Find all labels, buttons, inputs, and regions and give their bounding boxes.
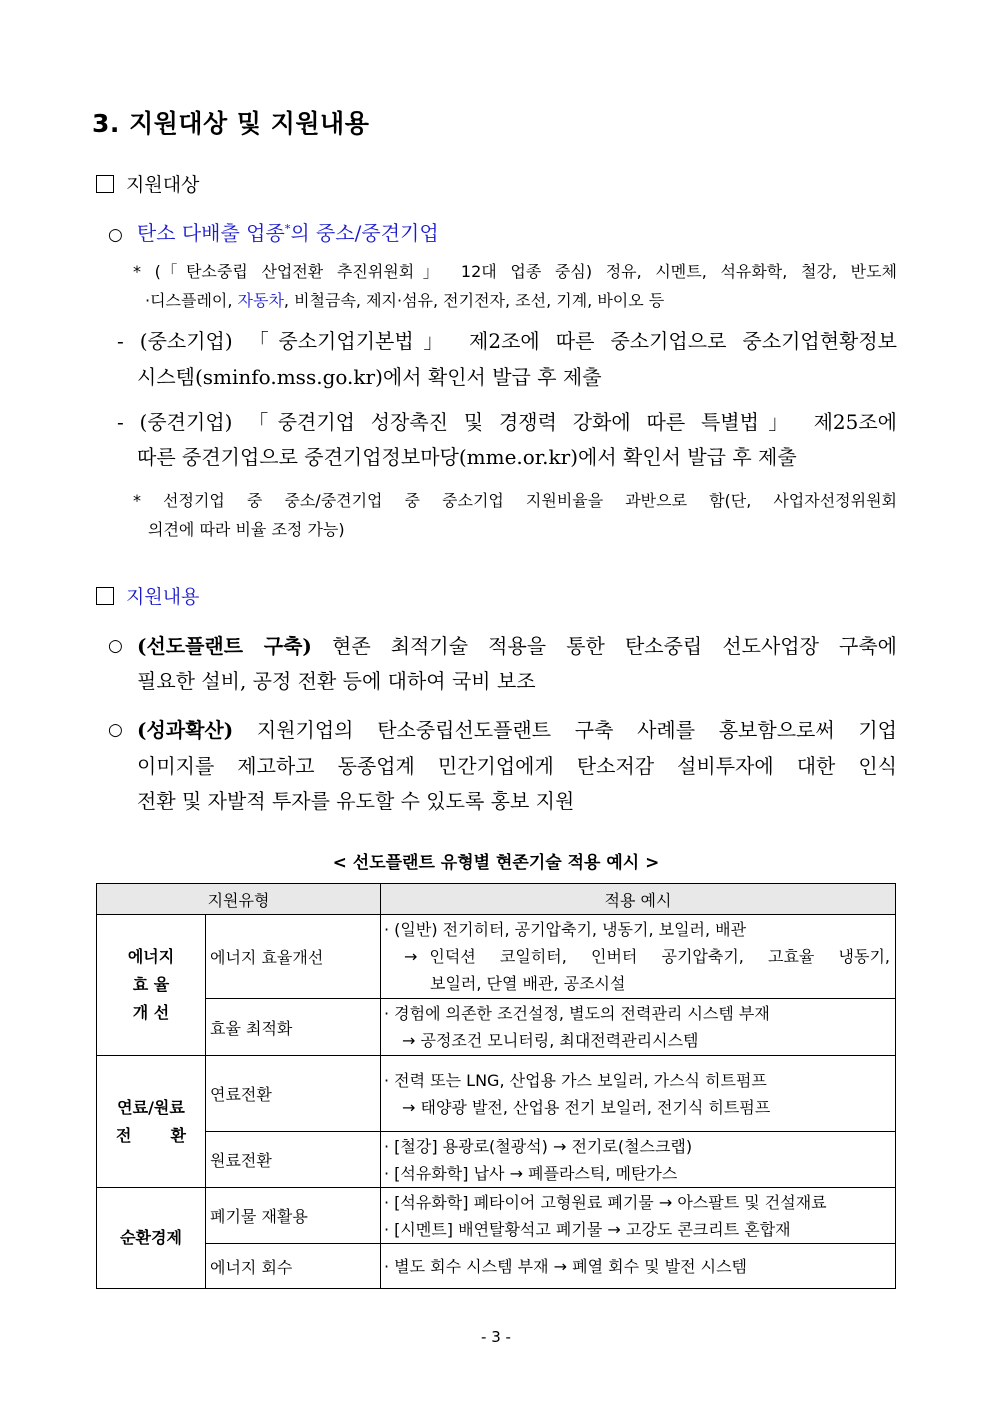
content-item2-rest: 지원기업의 탄소중립선도플랜트 구축 사례를 홍보함으로써 기업 <box>233 718 897 742</box>
header-examples: 적용 예시 <box>381 884 896 915</box>
content-item1-bullet <box>108 632 123 656</box>
target-item <box>108 217 439 246</box>
table-row <box>97 1244 896 1289</box>
category-energy <box>97 915 206 1056</box>
table-row <box>97 915 896 999</box>
content-item1 <box>137 630 897 659</box>
content-item2-line3: 전환 및 자발적 투자를 유도할 수 있도록 홍보 지원 <box>137 789 575 813</box>
content-item2-bold: (성과확산) <box>137 718 234 742</box>
category-fuel <box>97 1056 206 1188</box>
circle-bullet: ○ <box>108 225 123 245</box>
category-circular: 순환경제 <box>97 1188 206 1289</box>
content-heading-label: 지원내용 <box>126 586 200 608</box>
example-line: → 공정조건 모니터링, 최대전력관리시스템 <box>402 1031 699 1050</box>
target-item-text-b: 의 중소/중견기업 <box>290 221 439 245</box>
example-line: · [철강] 용광로(철광석) → 전기로(철스크랩) <box>384 1136 693 1156</box>
content-heading <box>96 582 199 609</box>
type-cell: 폐기물 재활용 <box>206 1188 381 1244</box>
content-item1-line1 <box>137 630 897 659</box>
note1-line2-c: , 비철금속, 제지·섬유, 전기전자, 조선, 기계, 바이오 등 <box>283 291 665 310</box>
type-cell: 원료전환 <box>206 1132 381 1188</box>
content-item2 <box>137 714 897 743</box>
midsize-paragraph <box>117 406 897 435</box>
checkbox-square-icon <box>96 175 114 193</box>
example-line: · [석유화학] 폐타이어 고형원료 폐기물 → 아스팔트 및 건설재료 <box>384 1192 827 1212</box>
type-cell: 효율 최적화 <box>206 999 381 1056</box>
example-cell <box>381 1056 896 1132</box>
circle-bullet: ○ <box>108 720 123 740</box>
content-item1-bold: (선도플랜트 구축) <box>137 634 312 658</box>
example-cell <box>381 1132 896 1188</box>
content-item2-line1 <box>137 714 897 743</box>
examples-table <box>96 883 896 1289</box>
category-line: 전 환 <box>116 1125 186 1145</box>
sme-line1: - (중소기업) 「중소기업기본법」 제2조에 따른 중소기업으로 중소기업현황정보 <box>117 329 897 353</box>
target-heading-label: 지원대상 <box>126 174 200 196</box>
example-line: · 전력 또는 LNG, 산업용 가스 보일러, 가스식 히트펌프 <box>384 1070 767 1090</box>
table-row <box>97 1132 896 1188</box>
category-line: 효 율 <box>132 975 170 994</box>
category-line: 연료/원료 <box>117 1097 185 1117</box>
type-cell: 에너지 회수 <box>206 1244 381 1289</box>
example-line: · [석유화학] 납사 → 폐플라스틱, 메탄가스 <box>384 1163 678 1183</box>
content-item2-line2-wrap <box>137 750 897 779</box>
example-line: · 경험에 의존한 조건설정, 별도의 전력관리 시스템 부재 <box>384 1004 770 1023</box>
category-line: 개 선 <box>132 1003 170 1022</box>
example-line: → 태양광 발전, 산업용 전기 보일러, 전기식 히트펌프 <box>402 1097 771 1117</box>
midsize-line1: - (중견기업) 「중견기업 성장촉진 및 경쟁력 강화에 따른 특별법」 제25조에 <box>117 410 897 434</box>
target-note1-line1: * (「탄소중립 산업전환 추진위원회」 12대 업종 중심) 정유, 시멘트, 석유화학, 철강, 반도체 <box>133 262 897 281</box>
note1-line2-highlight: 자동차 <box>237 291 284 310</box>
table-row <box>97 1056 896 1132</box>
type-cell: 에너지 효율개선 <box>206 915 381 999</box>
table-header-row <box>97 884 896 915</box>
midsize-line2: 따른 중견기업으로 중견기업정보마당(mme.or.kr)에서 확인서 발급 후 제출 <box>137 445 797 469</box>
example-cell <box>381 915 896 999</box>
table-row <box>97 999 896 1056</box>
target-note2-line1: * 선정기업 중 중소/중견기업 중 중소기업 지원비율을 과반으로 함(단, 사업자선정위원회 <box>133 491 897 510</box>
target-item-sup: * <box>284 222 291 236</box>
target-item-text-a: 탄소 다배출 업종 <box>136 221 285 245</box>
target-note1-line2 <box>145 288 664 311</box>
target-heading <box>96 170 199 197</box>
example-line: 보일러, 단열 배관, 공조시설 <box>430 974 626 993</box>
example-line: · 별도 회수 시스템 부재 → 폐열 회수 및 발전 시스템 <box>384 1256 748 1276</box>
example-cell <box>381 999 896 1056</box>
example-cell <box>381 1244 896 1289</box>
example-line: · [시멘트] 배연탈황석고 폐기물 → 고강도 콘크리트 혼합재 <box>384 1219 791 1239</box>
content-item1-line2: 필요한 설비, 공정 전환 등에 대하여 국비 보조 <box>137 669 536 693</box>
example-line: · (일반) 전기히터, 공기압축기, 냉동기, 보일러, 배관 <box>384 920 747 939</box>
example-line: → 인덕션 코일히터, 인버터 공기압축기, 고효율 냉동기, <box>404 947 890 966</box>
target-note2 <box>133 488 897 511</box>
content-item2-line2: 이미지를 제고하고 동종업계 민간기업에게 탄소저감 설비투자에 대한 인식 <box>137 754 897 778</box>
sme-line2: 시스템(sminfo.mss.go.kr)에서 확인서 발급 후 제출 <box>137 365 602 389</box>
table-caption: < 선도플랜트 유형별 현존기술 적용 예시 > <box>332 853 660 873</box>
sme-paragraph <box>117 325 897 354</box>
section-title: 3. 지원대상 및 지원내용 <box>92 109 370 138</box>
table-row <box>97 1188 896 1244</box>
note1-line2-a: ·디스플레이, <box>145 291 238 310</box>
type-cell: 연료전환 <box>206 1056 381 1132</box>
target-note1 <box>133 259 897 282</box>
circle-bullet: ○ <box>108 636 123 656</box>
target-note2-line2: 의견에 따라 비율 조정 가능) <box>148 520 345 539</box>
checkbox-square-icon <box>96 587 114 605</box>
header-support-type: 지원유형 <box>97 884 381 915</box>
content-item2-bullet <box>108 716 123 740</box>
target-item-text <box>137 221 439 245</box>
page-number: - 3 - <box>481 1328 511 1346</box>
content-item1-rest: 현존 최적기술 적용을 통한 탄소중립 선도사업장 구축에 <box>311 634 897 658</box>
category-line: 에너지 <box>127 947 175 966</box>
example-cell <box>381 1188 896 1244</box>
